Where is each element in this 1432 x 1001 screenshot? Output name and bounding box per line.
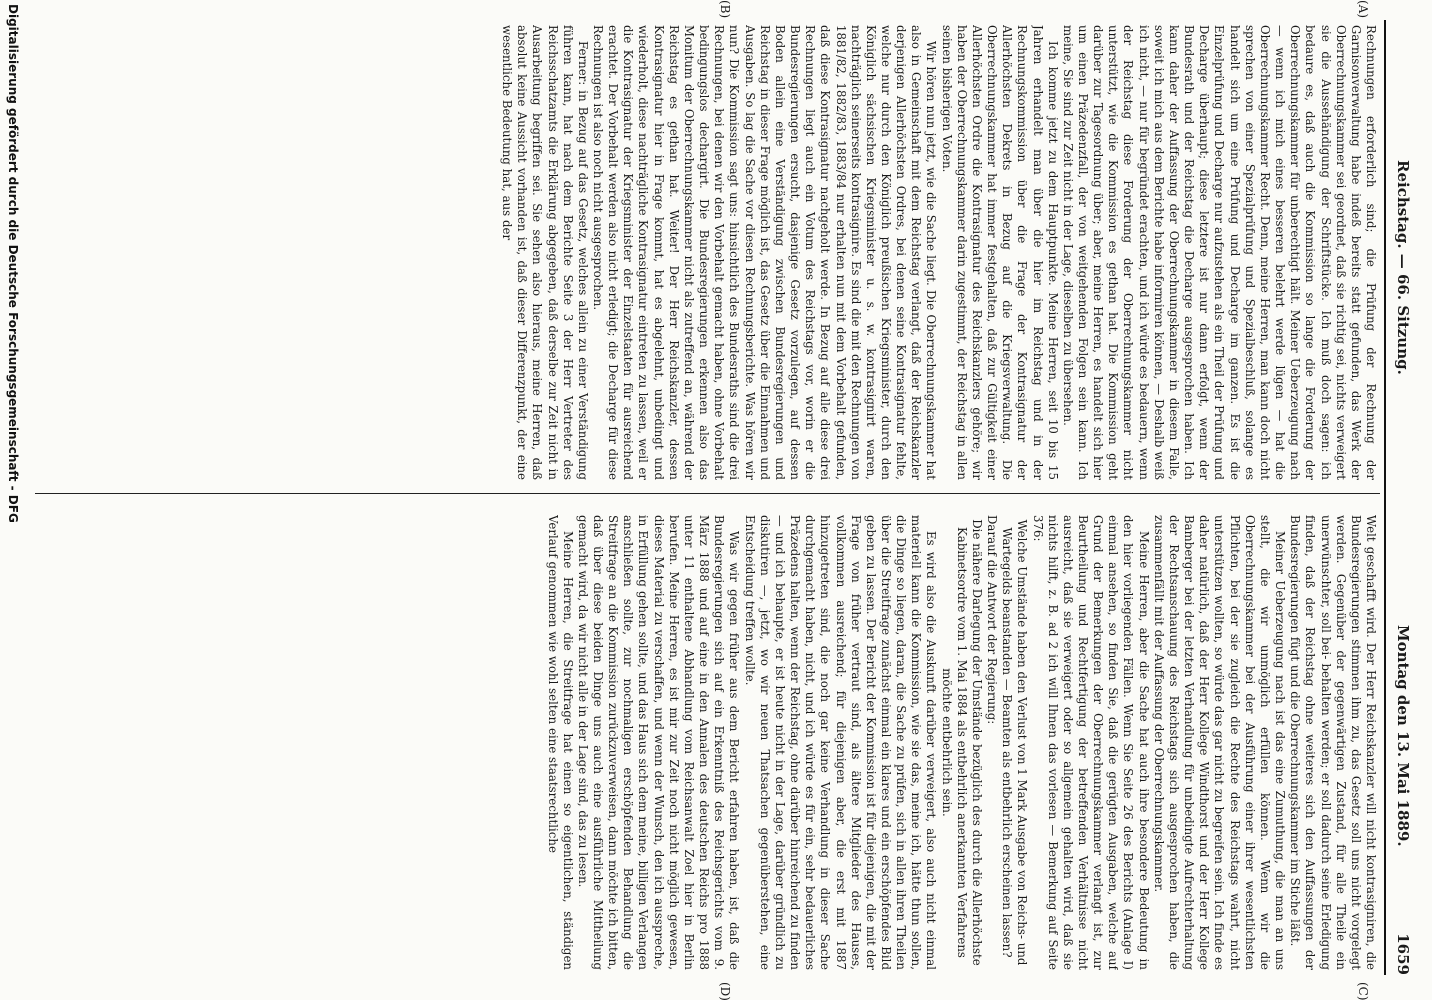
header-rule (1384, 20, 1386, 975)
margin-marker-a: (A) (1356, 0, 1370, 19)
paragraph: Wir hören nun jetzt, wie die Sache liegt. Die Oberrechnungskammer hat also in Gemeinschaft mit dem Reichstag verlangt, daß der Reichskanzler derjenigen Allerhöchsten Ordres, bei denen seine Kontrasignatur fehlte, welche nur durch den Königlich preußischen Kriegsminister, durch den Königlich sächsischen Kriegsminister u. s. w. kontrasignirt waren, nachträglich seinerseits kontrasignire. Es sind die mit den Rechnungen von 1881/82, 1882/83, 1883/84 nur erhalten nun mit dem Vorbehalt gefunden, daß diese Kontrasignatur nachgeholt werde. In Bezug auf alle diese drei Rechnungen liegt auch ein Votum des Reichstags vor, worin er die Bundesregierungen ersucht, dasjenige Gesetz vorzulegen, auf dessen Boden allein eine Verständigung zwischen Bundesregierungen und Reichstag in dieser Frage möglich ist, das Gesetz über die Einnahmen und Ausgaben. So lag die Sache vor diesen Rechnungsberichte. Was hören wir nun? Die Kommission sagt uns: hinsichtlich des Bundesraths sind die drei Rechnungen, bei denen wir den Vorbehalt gemacht haben, ohne Vorbehalt bedingungslos dechargirt. Die Bundesregierungen erkennen also das Monitum der Oberrechnungskammer nicht als zutreffend an, während der Reichstag es gethan hat. Weiter! Der Herr Reichskanzler, dessen Kontrasignatur hier in Frage kommt, hat es abgelehnt, unbedingt und wiederholt, diese nachträgliche Kontrasignatur eintreten zu lassen, weil er die Kontrasignatur der Kriegsminister der Einzelstaaten für ausreichend erachtet. Der Vorbehalt werden also nicht erledigt; die Decharge für diese Rechnungen ist also noch nicht ausgesprochen. (591, 25, 939, 480)
column-divider (35, 493, 1380, 494)
funding-note: Digitalisierung gefördert durch die Deutsche Forschungsgemeinschaft - DFG (6, 4, 20, 523)
funding-footer (0, 0, 22, 1000)
paragraph: Es wird also die Auskunft darüber verweigert, also auch nicht einmal materiell kann die Kommission, wie sie das, meine ich, hätte thun sollen, die Dinge so liegen, daran, die Sache zu prüfen, sich in allen ihren Theilen über die Streitfrage zunächst einmal ein klares und ein erschöpfendes Bild geben zu lassen. Der Bericht der Kommission ist für diejenigen, die mit der Frage von früher vertraut sind, als ältere Mitglieder des Hauses, vollkommen ausreichend; für diejenigen aber, die erst mit 1887 hinzugetreten sind, die noch gar keine Verhandlung in dieser Sache durchgemacht haben, nicht, und ich würde es für ein, sehr bedauerliches Präzedens halten, wenn der Reichstag, ohne darüber hinreichend zu finden — und ich behaupte, er ist heute nicht in der Lage, darüber gründlich zu diskutiren —, jetzt, wo wir neuen Thatsachen gegenüberstehen, eine Entscheidung treffen wollte. (742, 515, 939, 970)
margin-marker-d: (D) (718, 982, 732, 1001)
page-number: 1659 (1394, 933, 1412, 975)
left-column (38, 25, 1378, 480)
margin-marker-b: (B) (718, 0, 732, 19)
paragraph: Was wir gegen früher aus dem Bericht erfahren haben, ist, daß die Bundesregierungen sich auf ein Erkenntniß des Reichsgerichts vom 9. März 1888 und auf eine in den Annalen des deutschen Reichs pro 1888 unter 11 enthaltene Abhandlung vom Reichsanwalt Zoel hier in Berlin berufen. Meine Herren, es ist mir zur Zeit noch nicht möglich gewesen, dieses Material zu verschaffen, und wenn der Wunsch, den ich ausspreche, in Erfüllung gehen sollte, und das Haus sich dem meine, billigen Verlangen anschließen sollte, zur nochmaligen erschöpfenden Behandlung die Streitfrage an die Kommission zurückzuverweisen, dann möchte ich bitten, daß über diese beiden Dinge uns auch eine ausführliche Mittheilung gemacht wird, da wir nicht alle in der Lage sind, das zu lesen. (575, 515, 742, 970)
paragraph: Meiner Ueberzeugung nach ist das eine Zumuthung, die man an uns stellt, die wir unmöglich erfüllen können. Wenn wir die Oberrechnungskammer bei der Ausführung einer ihrer wesentlichsten Pflichten, bei der sie zugleich die Rechte des Reichstags wahrt, nicht unterstützen wollten, so würde das gar nicht zu begreifen sein. Ich finde es daher natürlich, daß der Herr Kollege Windthorst und der Herr Kollege Bamberger bei der letzten Verhandlung für unbedingte Aufrechterhaltung der Rechtsanschauung des Reichstags sich ausgesprochen haben, die zusammenfällt mit der Auffassung der Oberrechnungskammer. (1151, 515, 1288, 970)
paragraph: Ich komme jetzt zu dem Hauptpunkte. Meine Herren, seit 10 bis 15 Jahren erhandelt man über die hier im Reichstag und in der Rechnungskommission über die Frage der Kontrasignatur der Allerhöchsten Dekrets in Bezug auf die Kriegsverwaltung. Die Oberrechnungskammer hat immer festgehalten, daß zur Gültigkeit einer Allerhöchsten Ordre die Kontrasignatur des Reichskanzlers gehöre; wir haben der Oberrechnungskammer darin zugestimmt, der Reichstag in allen seinen bisherigen Voten. (939, 25, 1060, 480)
header-left-title: Reichstag. — 66. Sitzung. (1394, 160, 1412, 375)
quoted-answer: Die nähere Darlegung der Umstände bezüglich des durch die Allerhöchste Kabinetsordre vom 1. Mai 1884 als entbehrlich anerkannten Verfahrens möchte entbehrlich sein. (939, 519, 984, 966)
paragraph: Darauf die Antwort der Regierung: (985, 515, 1000, 725)
margin-marker-c: (C) (1356, 982, 1370, 1001)
quoted-question: Welche Umstände haben den Verlust von 1 Mark Ausgabe von Reichs- und Wartegelds beanstanden — Beamten als entbehrlich erscheinen lassen? (1000, 519, 1030, 966)
page-header (1384, 20, 1424, 975)
paragraph: Meine Herren, die Streitfrage hat einen so eigentlichen, ständigen Verlauf genommen wie wohl selten eine staatsrechtliche (545, 515, 575, 970)
paragraph: Meine Herren, aber die Sache hat auch ihre besondere Bedeutung in den hier vorliegenden Fällen. Wenn Sie Seite 26 des Berichts (Anlage I) einmal ansehen, so finden Sie, daß die gerügten Ausgaben, welche auf Grund der Bemerkungen der Oberrechnungskammer verlangt ist, zur Beurtheilung und Rechtfertigung der betreffenden Verhältnisse nicht ausreicht, daß sie verweigert oder so allgemein gehalten wird, daß sie nichts hilft, z. B. ad 2 ich will Ihnen das vorlesen — Bemerkung auf Seite 376: (1030, 515, 1151, 970)
header-right-title: Montag den 13. Mai 1889. (1394, 625, 1412, 847)
paragraph: Welt geschafft wird. Der Herr Reichskanzler will nicht kontrasigniren, die Bundesregierungen stimmen ihm zu, das Gesetz soll uns nicht vorgelegt werden. Gegenüber der gegenwärtigen Zustand, für alle Theile ein unerwünschter, soll bei- behalten werden; er soll dadurch seine Erledigung finden, daß der Reichstag ohne weiteres sich den Auffassungen der Bundesregierungen fügt und die Oberrechnungskammer im Stiche läßt. (1288, 515, 1378, 970)
paragraph: Ferner: in Bezug auf das Gesetz, welches allein zu einer Verständigung führen kann, hat nach dem Berichte Seite 3 der Herr Vertreter des Reichsschatzamts die Erklärung abgegeben, daß derselbe zur Zeit nicht in Ausarbeitung begriffen sei. Sie sehen also hieraus, meine Herren, daß absolut keine Aussicht vorhanden ist, daß dieser Differenzpunkt, der eine wesentliche Bedeutung hat, aus der (500, 25, 590, 480)
paragraph: Rechnungen erforderlich sind; die Prüfung der Rechnung der Garnisonverwaltung habe indeß bereits statt gefunden, das Werk der Oberrechnungskammer sei geordnet, daß sie richtig sei, nichts verweigert sie die Aussehändigung der Schriftstücke. Ich muß doch sagen: ich bedaure es, daß auch die Kommission so lange die Forderung der Oberrechnungskammer für unberechtigt hält. Meiner Ueberzeugung nach — wenn ich mich eines besseren belehrt werde lügen — hat die Oberrechnungskammer Recht. Denn, meine Herren, man kann doch nicht sprechen von einer Spezialprüfung und Spezialbeschluß, solange es handelt sich um eine Prüfung und Decharge im ganzen. Es ist die Einzelprüfung und Decharge nur aufzustehen als ein Theil der Prüfung und Decharge überhaupt; diese letztere ist nur dann erfolgt, wenn der Bundesrath und der Reichstag die Decharge ausgesprochen haben. Ich kann daher der Auffassung der Oberrechnungskammer in diesem Falle, soweit ich mich aus dem Berichte habe informiren können, — Deshalb weiß ich nicht, — nur für begründet erachten, und ich würde es bedauern, wenn der Reichstag diese Forderung der Oberrechnungskammer nicht unterstützt, wie die Kommission es gethan hat. Die Kommission geht darüber zur Tagesordnung über; aber, meine Herren, es handelt sich hier um einen Präzedenzfall, der von weitgehenden Folgen sein kann. Ich meine, Sie sind zur Zeit nicht in der Lage, dieselben zu übersehen. (1060, 25, 1378, 480)
right-column (38, 515, 1378, 970)
